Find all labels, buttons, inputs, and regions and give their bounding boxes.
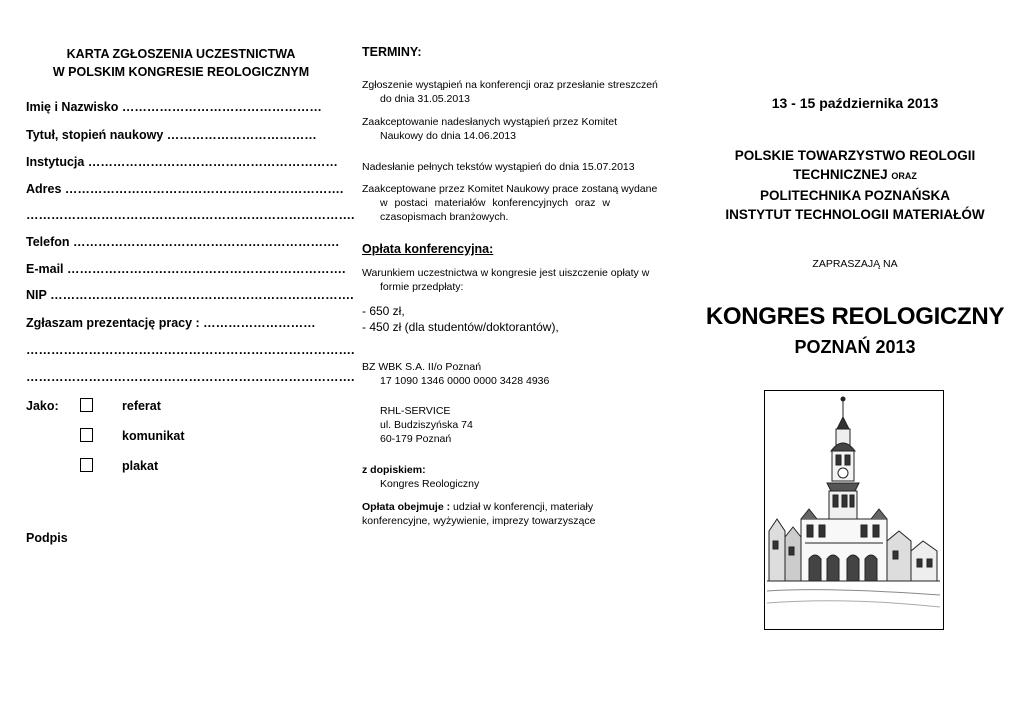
fee-student: - 450 zł (dla studentów/doktorantów), <box>362 320 559 334</box>
plakat-checkbox[interactable] <box>80 458 93 472</box>
komunikat-label: komunikat <box>122 429 185 443</box>
title-field: Tytuł, stopień naukowy ……………………………… <box>26 128 317 142</box>
term-item: Zgłoszenie wystąpień na konferencji oraz przesłanie streszczeń do dnia 31.05.2013 <box>362 79 658 105</box>
bank-info: BZ WBK S.A. II/o Poznań 17 1090 1346 0000 0000 3428 4936 <box>362 361 550 387</box>
fee-condition: Warunkiem uczestnictwa w kongresie jest uiszczenie opłaty w formie przedpłaty: <box>362 267 650 293</box>
terms-heading: TERMINY: <box>362 45 422 59</box>
term-item: Zaakceptowane przez Komitet Naukowy prace zostaną wydane w postaci materiałów konferencyjnych oraz w czasopismach branżowych. <box>362 183 658 223</box>
name-field: Imię i Nazwisko ………………………………………… <box>26 100 322 114</box>
institution-field: Instytucja …………………………………………………… <box>26 155 338 169</box>
address-field: Adres …………………………………………………………. <box>26 182 344 196</box>
event-city: POZNAŃ 2013 <box>794 337 916 357</box>
nip-field: NIP ………………………………………………………………. <box>26 288 354 302</box>
term-item: Zaakceptowanie nadesłanych wystąpień przez Komitet Naukowy do dnia 14.06.2013 <box>362 116 618 142</box>
invite-text: ZAPRASZAJĄ NA <box>812 258 898 270</box>
term-item: Nadesłanie pełnych tekstów wystąpień do dnia 15.07.2013 <box>362 161 635 173</box>
komunikat-checkbox[interactable] <box>80 428 93 442</box>
presentation-field-2: ……………………………………………………………………. <box>26 343 355 357</box>
town-hall-illustration <box>764 390 944 630</box>
fee-regular: - 650 zł, <box>362 304 405 318</box>
referat-label: referat <box>122 399 161 413</box>
signature-label: Podpis <box>26 531 68 545</box>
jako-label: Jako: <box>26 399 59 413</box>
town-hall-sketch-icon <box>765 391 942 628</box>
phone-field: Telefon ………………………………………………………. <box>26 235 339 249</box>
transfer-note: z dopiskiem: Kongres Reologiczny <box>362 464 480 490</box>
organizers: POLSKIE TOWARZYSTWO REOLOGII TECHNICZNEJ ORAZ POLITECHNIKA POZNAŃSKA INSTYTUT TECHNOLOGII MATERIAŁÓW <box>725 148 985 222</box>
address-field-2: ……………………………………………………………………. <box>26 208 355 222</box>
referat-checkbox[interactable] <box>80 398 93 412</box>
event-title: KONGRES REOLOGICZNY <box>705 303 1005 330</box>
presentation-field: Zgłaszam prezentację pracy : ……………………… <box>26 316 316 330</box>
presentation-field-3: ……………………………………………………………………. <box>26 370 355 384</box>
fee-covers: Opłata obejmuje : udział w konferencji, materiały konferencyjne, wyżywienie, imprezy towarzyszące <box>362 501 596 527</box>
plakat-label: plakat <box>122 459 159 473</box>
event-dates: 13 - 15 października 2013 <box>771 95 939 111</box>
email-field: E-mail …………………………………………………………. <box>26 262 346 276</box>
form-title: KARTA ZGŁOSZENIA UCZESTNICTWA W POLSKIM KONGRESIE REOLOGICZNYM <box>52 47 310 79</box>
recipient-info: RHL-SERVICE ul. Budziszyńska 74 60-179 Poznań <box>380 405 473 445</box>
fee-heading: Opłata konferencyjna: <box>362 242 494 256</box>
